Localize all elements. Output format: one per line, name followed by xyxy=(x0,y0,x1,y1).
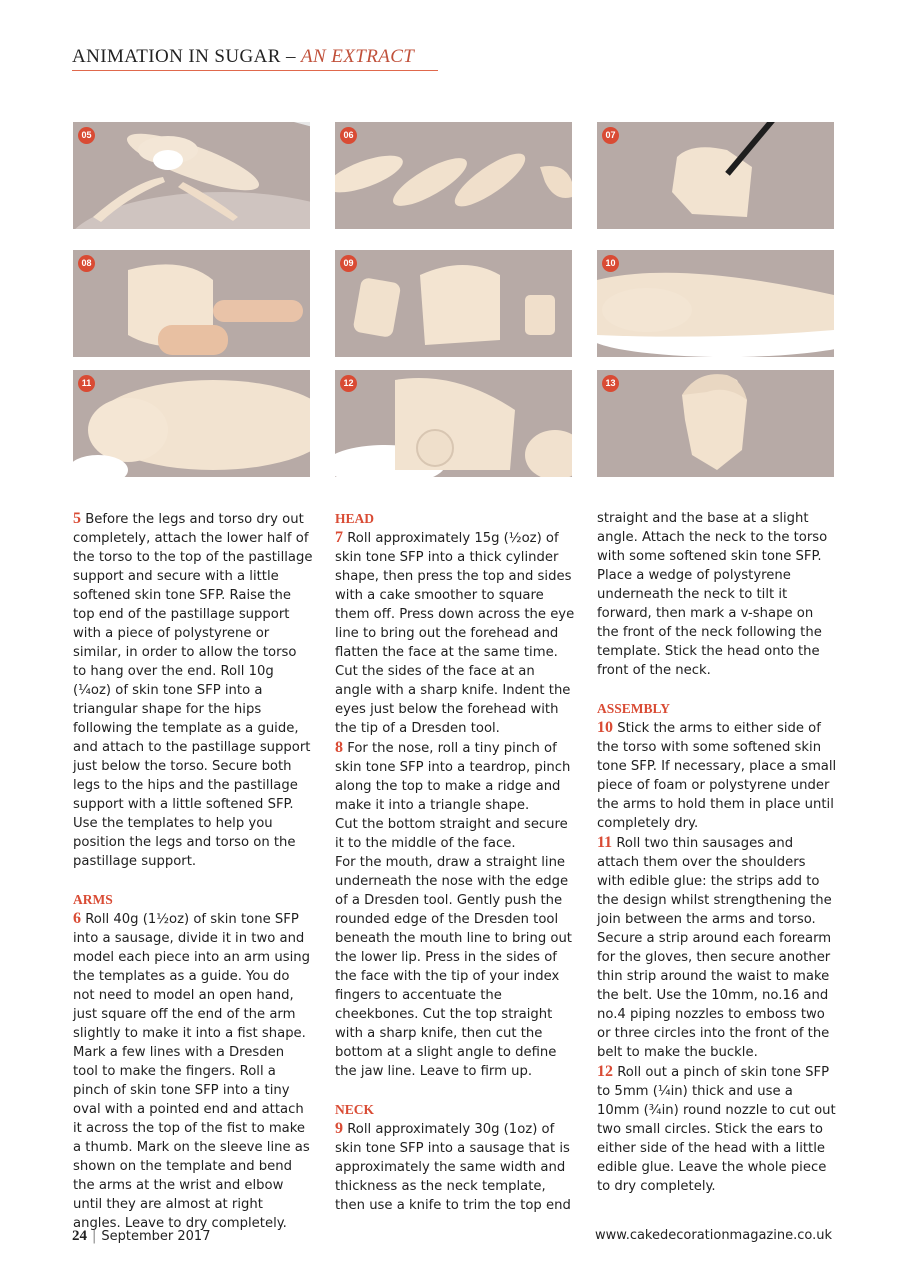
step-photo-07 xyxy=(597,122,834,229)
step-10-number: 10 xyxy=(597,719,613,736)
header-subtitle: AN EXTRACT xyxy=(301,46,415,67)
step-photo-09 xyxy=(335,250,572,357)
step-12 xyxy=(597,1062,837,1196)
footer-separator: | xyxy=(92,1229,97,1244)
step-8-number: 8 xyxy=(335,739,343,756)
page-number: 24 xyxy=(72,1228,87,1244)
arms-heading: ARMS xyxy=(73,892,113,907)
header-title: ANIMATION IN SUGAR – xyxy=(72,46,302,67)
issue-date: September 2017 xyxy=(101,1229,211,1244)
step-photo-11 xyxy=(73,370,310,477)
step-10-text: Stick the arms to either side of the torso with some softened skin tone SFP. If necessary, place a small piece of foam or polystyrene under the arms to hold them in place until completely dry. xyxy=(597,721,837,831)
text-column-2 xyxy=(335,509,575,1215)
step-11 xyxy=(597,833,837,1062)
footer-page-info xyxy=(72,1228,210,1245)
step-photo-05 xyxy=(73,122,310,229)
photo-05-figure xyxy=(73,122,310,229)
header-rule xyxy=(72,70,438,71)
assembly-heading: ASSEMBLY xyxy=(597,701,671,716)
photo-13-figure xyxy=(597,370,834,477)
step-5-number: 5 xyxy=(73,510,81,527)
website-url: www.cakedecorationmagazine.co.uk xyxy=(594,1228,832,1243)
photo-09-figure xyxy=(335,250,572,357)
photo-08-figure xyxy=(73,250,310,357)
step-badge: 06 xyxy=(340,127,357,144)
step-8-paragraph-2: Cut the bottom straight and secure it to the middle of the face. xyxy=(335,817,568,851)
step-5 xyxy=(73,509,313,871)
step-5-text: Before the legs and torso dry out completely, attach the lower half of the torso to the top of the pastillage support and secure with a little softened skin tone SFP. Raise the top end of the pastillage support with a piece of polystyrene or similar, in order to allow the torso to hang over the end. Roll 10g (¼oz) of skin tone SFP into a triangular shape for the hips following the template as a guide, and attach to the pastillage support just below the torso. Secure both legs to the hips and the pastillage support with a little softened SFP. Use the templates to help you position the legs and torso on the pastillage support. xyxy=(73,512,313,869)
step-6 xyxy=(73,909,313,1233)
step-badge: 13 xyxy=(602,375,619,392)
step-11-text: Roll two thin sausages and attach them over the shoulders with edible glue: the strips add to the design whilst strengthening the join between the arms and torso. Secure a strip around each forearm for the gloves, then secure another thin strip around the waist to make the belt. Use the 10mm, no.16 and no.4 piping nozzles to emboss two or three circles into the front of the belt to make the buckle. xyxy=(597,836,832,1060)
step-8 xyxy=(335,738,575,815)
step-9-continued: straight and the base at a slight angle. Attach the neck to the torso with some softened skin tone SFP. Place a wedge of polystyrene underneath the neck to tilt it forward, then mark a v-shape on the front of the neck following the template. Stick the head onto the front of the neck. xyxy=(597,511,828,678)
step-9-number: 9 xyxy=(335,1120,343,1137)
step-photo-13 xyxy=(597,370,834,477)
photo-12-figure xyxy=(335,370,572,477)
step-photo-06 xyxy=(335,122,572,229)
step-badge: 09 xyxy=(340,255,357,272)
step-12-text: Roll out a pinch of skin tone SFP to 5mm (¼in) thick and use a 10mm (¾in) round nozzle to cut out two small circles. Stick the ears to either side of the head with a little edible glue. Leave the whole piece to dry completely. xyxy=(597,1065,836,1194)
step-badge: 07 xyxy=(602,127,619,144)
section-header xyxy=(72,46,414,68)
step-8-text: For the nose, roll a tiny pinch of skin tone SFP into a teardrop, pinch along the top to make a ridge and make it into a triangle shape. xyxy=(335,741,571,813)
step-7-number: 7 xyxy=(335,529,343,546)
step-12-number: 12 xyxy=(597,1063,613,1080)
photo-07-figure xyxy=(597,122,834,229)
head-heading: HEAD xyxy=(335,511,375,526)
step-7-text: Roll approximately 15g (½oz) of skin tone SFP into a thick cylinder shape, then press the top and sides with a cake smoother to square them off. Press down across the eye line to bring out the forehead and flatten the face at the same time. Cut the sides of the face at an angle with a sharp knife. Indent the eyes just below the forehead with the tip of a Dresden tool. xyxy=(335,531,575,736)
step-11-number: 11 xyxy=(597,834,613,851)
step-badge: 11 xyxy=(78,375,95,392)
step-7 xyxy=(335,528,575,738)
text-column-3 xyxy=(597,509,837,1196)
step-6-number: 6 xyxy=(73,910,81,927)
photo-06-figure xyxy=(335,122,572,229)
step-6-text: Roll 40g (1½oz) of skin tone SFP into a sausage, divide it in two and model each piece into an arm using the templates as a guide. You do not need to model an open hand, just square off the end of the arm slightly to make it into a fist shape. Mark a few lines with a Dresden tool to make the fingers. Roll a pinch of skin tone SFP into a tiny oval with a pointed end and attach it across the top of the fist to make a thumb. Mark on the sleeve line as shown on the template and bend the arms at the wrist and elbow until they are almost at right angles. Leave to dry completely. xyxy=(73,912,310,1231)
text-column-1 xyxy=(73,509,313,1233)
step-photo-10 xyxy=(597,250,834,357)
step-badge: 12 xyxy=(340,375,357,392)
step-photo-08 xyxy=(73,250,310,357)
step-9 xyxy=(335,1119,575,1215)
photo-10-figure xyxy=(597,250,834,357)
step-10 xyxy=(597,718,837,833)
step-8-paragraph-3: For the mouth, draw a straight line underneath the nose with the edge of a Dresden tool. Gently push the rounded edge of the Dresden tool beneath the mouth line to bring out the lower lip. Press in the sides of the face with the tip of your index fingers to accentuate the cheekbones. Cut the top straight with a sharp knife, then cut the bottom at a slight angle to define the jaw line. Leave to firm up. xyxy=(335,855,572,1079)
step-9-text: Roll approximately 30g (1oz) of skin tone SFP into a sausage that is approximately the same width and thickness as the neck template, then use a knife to trim the top end xyxy=(335,1122,571,1213)
step-photo-12 xyxy=(335,370,572,477)
neck-heading: NECK xyxy=(335,1102,375,1117)
step-badge: 08 xyxy=(78,255,95,272)
step-badge: 10 xyxy=(602,255,619,272)
photo-11-figure xyxy=(73,370,310,477)
step-badge: 05 xyxy=(78,127,95,144)
